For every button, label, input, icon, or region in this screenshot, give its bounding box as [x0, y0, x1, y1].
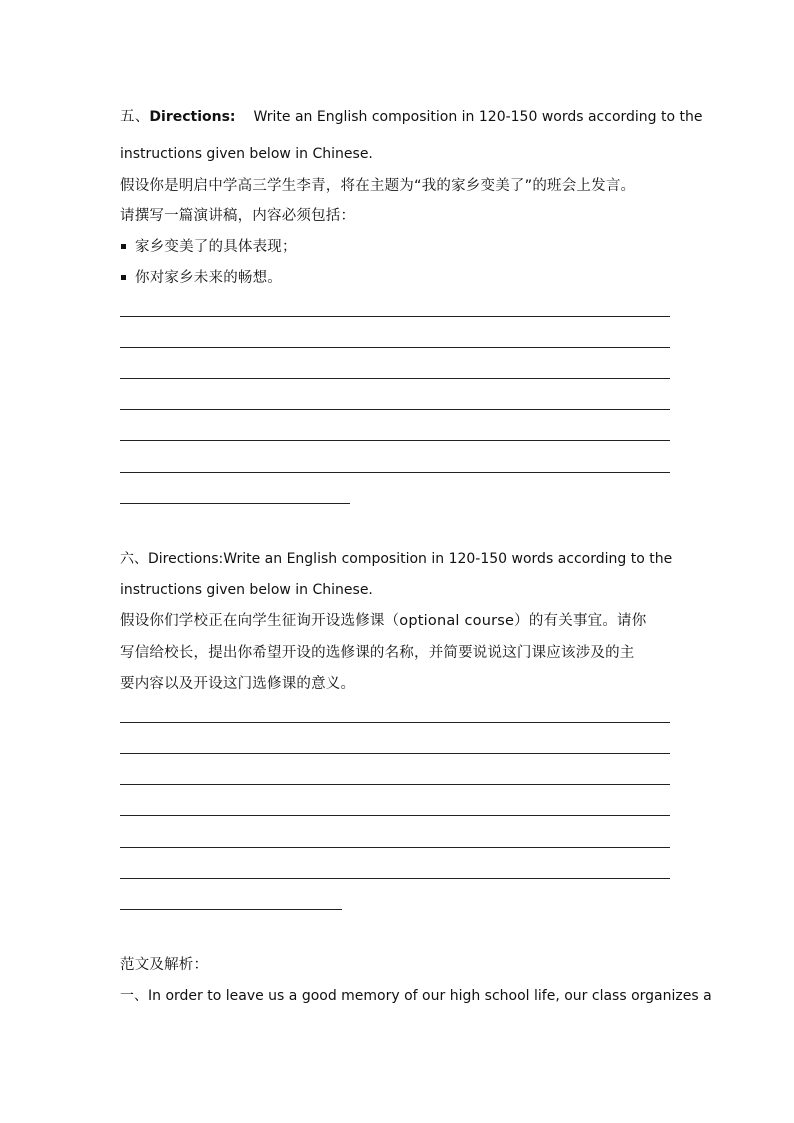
section5-bullet-1-text: 家乡变美了的具体表现；	[135, 239, 297, 255]
sample-line1: 一、In order to leave us a good memory of our high school life, our class organizes a	[120, 988, 712, 1004]
answer-line	[120, 316, 670, 317]
section5-bullet-2-text: 你对家乡未来的畅想。	[135, 270, 282, 286]
section6-directions-line2: instructions given below in Chinese.	[120, 582, 373, 598]
bullet-icon	[121, 275, 126, 280]
answer-line	[120, 472, 670, 473]
answer-line-short	[120, 909, 342, 910]
section6-prompt-line1: 假设你们学校正在向学生征询开设选修课（optional course）的有关事宜。请你	[120, 613, 647, 629]
section5-prompt-line2: 请撰写一篇演讲稿，内容必须包括：	[120, 208, 356, 224]
section5-bullet-1	[120, 237, 297, 257]
section6-directions-line1: 六、Directions:Write an English composition in 120-150 words according to the	[120, 551, 673, 567]
answer-line	[120, 878, 670, 879]
answer-line	[120, 347, 670, 348]
section5-bullet-2	[120, 268, 282, 288]
sample-heading: 范文及解析：	[120, 957, 209, 973]
section5-directions-line2: instructions given below in Chinese.	[120, 146, 373, 162]
answer-line	[120, 847, 670, 848]
section5-directions-text: Write an English composition in 120-150 words according to the	[253, 109, 703, 125]
answer-line	[120, 815, 670, 816]
answer-line	[120, 753, 670, 754]
answer-line	[120, 784, 670, 785]
answer-line	[120, 722, 670, 723]
section5-directions-label: Directions:	[149, 109, 236, 125]
bullet-icon	[121, 244, 126, 249]
answer-line	[120, 378, 670, 379]
answer-line	[120, 440, 670, 441]
answer-line-short	[120, 503, 350, 504]
section5-number: 五、	[120, 109, 150, 125]
answer-line	[120, 409, 670, 410]
section5-prompt-line1: 假设你是明启中学高三学生李青，将在主题为“我的家乡变美了”的班会上发言。	[120, 178, 636, 194]
section6-prompt-line3: 要内容以及开设这门选修课的意义。	[120, 676, 356, 692]
section5-directions-line1	[120, 107, 703, 127]
section6-prompt-line2: 写信给校长，提出你希望开设的选修课的名称，并简要说说这门课应该涉及的主	[120, 645, 635, 661]
